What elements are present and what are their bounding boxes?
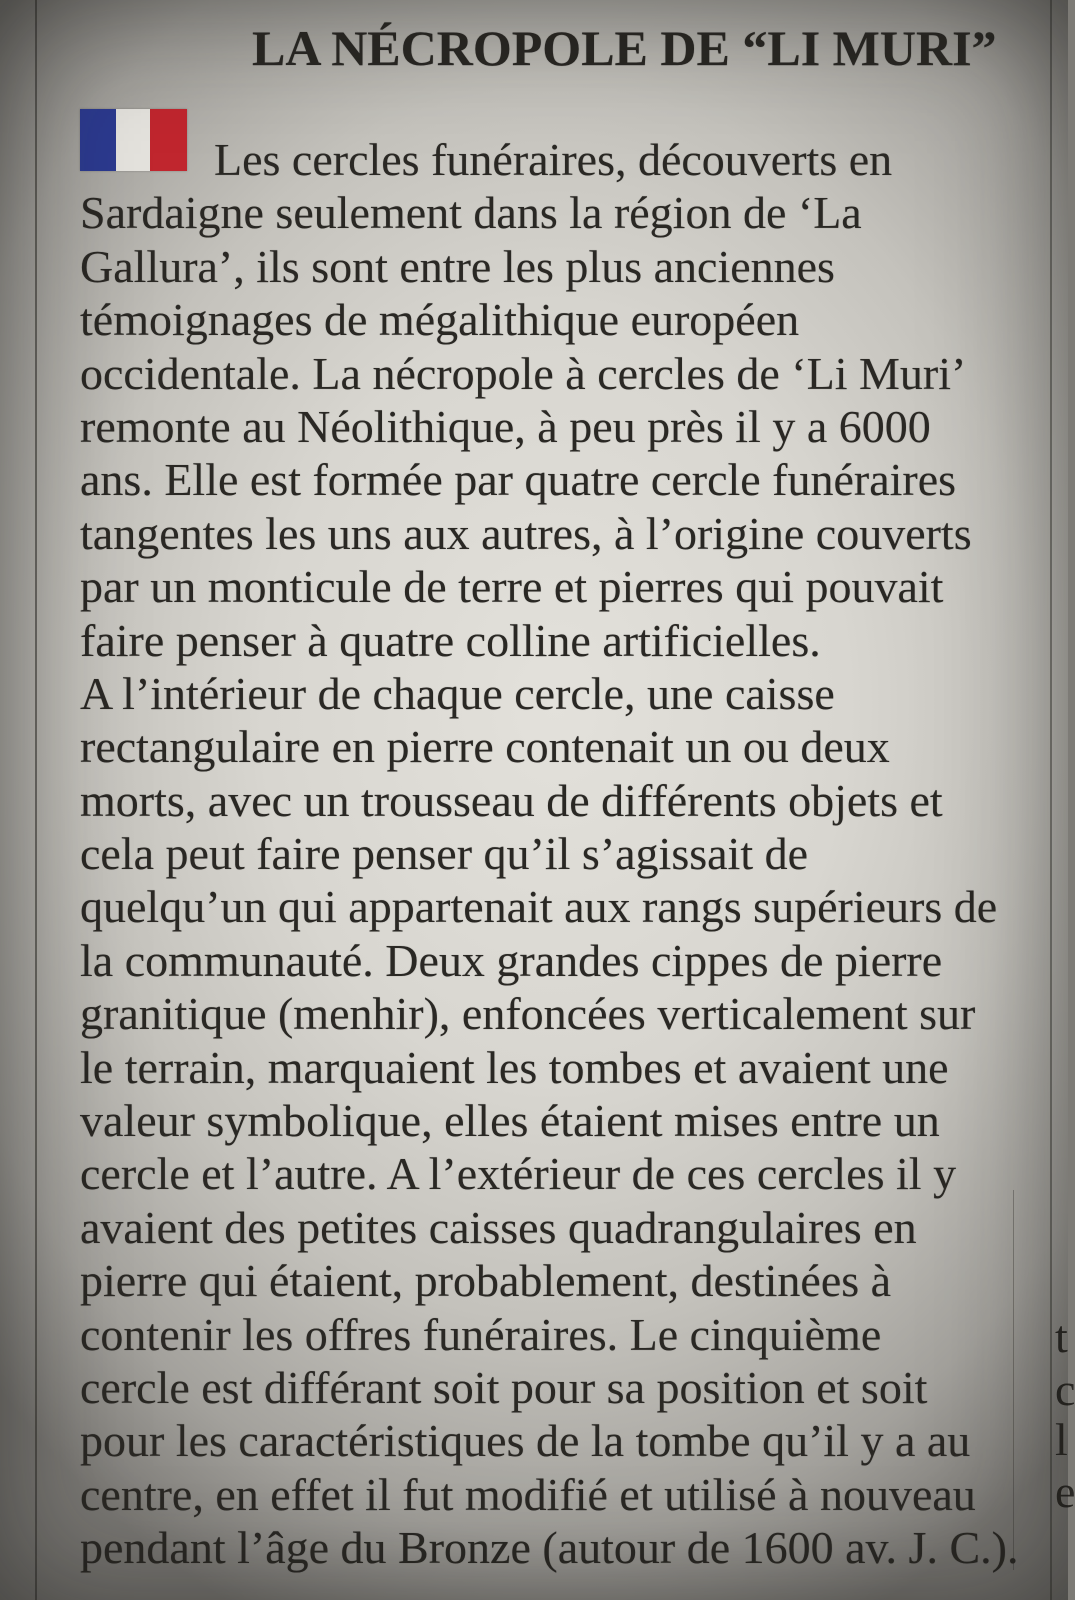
body-line: centre, en effet il fut modifié et utilisé à nouveau — [80, 1468, 976, 1520]
body-line: Les cercles funéraires, découverts en — [214, 134, 893, 185]
body-line: quelqu’un qui appartenait aux rangs supérieurs de — [80, 881, 998, 933]
body-line: contenir les offres funéraires. Le cinquième — [80, 1308, 882, 1360]
left-border-line — [35, 0, 37, 1600]
body-line: pierre qui étaient, probablement, destinées à — [80, 1255, 892, 1307]
body-line: pour les caractéristiques de la tombe qu’il y a au — [80, 1415, 971, 1467]
body-line: occidentale. La nécropole à cercles de ‘Li Muri’ — [80, 347, 967, 399]
body-line: cercle est différant soit pour sa position et soit — [80, 1361, 928, 1413]
right-border-line — [1050, 0, 1052, 1600]
body-line: remonte au Néolithique, à peu près il y a 6000 — [80, 400, 931, 452]
body-line: par un monticule de terre et pierres qui pouvait — [80, 561, 944, 613]
body-line: le terrain, marquaient les tombes et avaient une — [80, 1041, 949, 1093]
adjacent-sign-letter: l — [1055, 1414, 1068, 1465]
sign-title: LA NÉCROPOLE DE “LI MURI” — [252, 20, 997, 76]
body-line: avaient des petites caisses quadrangulaires en — [80, 1201, 917, 1253]
body-line: tangentes les uns aux autres, à l’origine couverts — [80, 507, 972, 559]
body-line: ans. Elle est formée par quatre cercle funéraires — [80, 454, 957, 506]
body-line: faire penser à quatre colline artificielles. — [80, 614, 821, 666]
adjacent-sign-letter: c — [1055, 1364, 1075, 1415]
body-line: granitique (menhir), enfoncées verticalement sur — [80, 988, 976, 1040]
body-line: la communauté. Deux grandes cippes de pierre — [80, 934, 943, 986]
adjacent-sign-letter: t — [1055, 1311, 1068, 1362]
body-line: pendant l’âge du Bronze (autour de 1600 av. J. C.). — [80, 1522, 1019, 1574]
body-line: Sardaigne seulement dans la région de ‘La — [80, 187, 862, 239]
body-line: rectangulaire en pierre contenait un ou deux — [80, 721, 890, 773]
body-line: cela peut faire penser qu’il s’agissait de — [80, 828, 809, 880]
body-line: valeur symbolique, elles étaient mises entre un — [80, 1095, 940, 1147]
body-line: témoignages de mégalithique européen — [80, 294, 800, 346]
body-line: A l’intérieur de chaque cercle, une caisse — [80, 667, 835, 719]
adjacent-sign-letter: e — [1055, 1466, 1075, 1517]
body-line: cercle et l’autre. A l’extérieur de ces cercles il y — [80, 1148, 957, 1200]
body-line: Gallura’, ils sont entre les plus anciennes — [80, 240, 835, 292]
sign-body-text — [80, 133, 1018, 1575]
body-line: morts, avec un trousseau de différents objets et — [80, 774, 943, 826]
